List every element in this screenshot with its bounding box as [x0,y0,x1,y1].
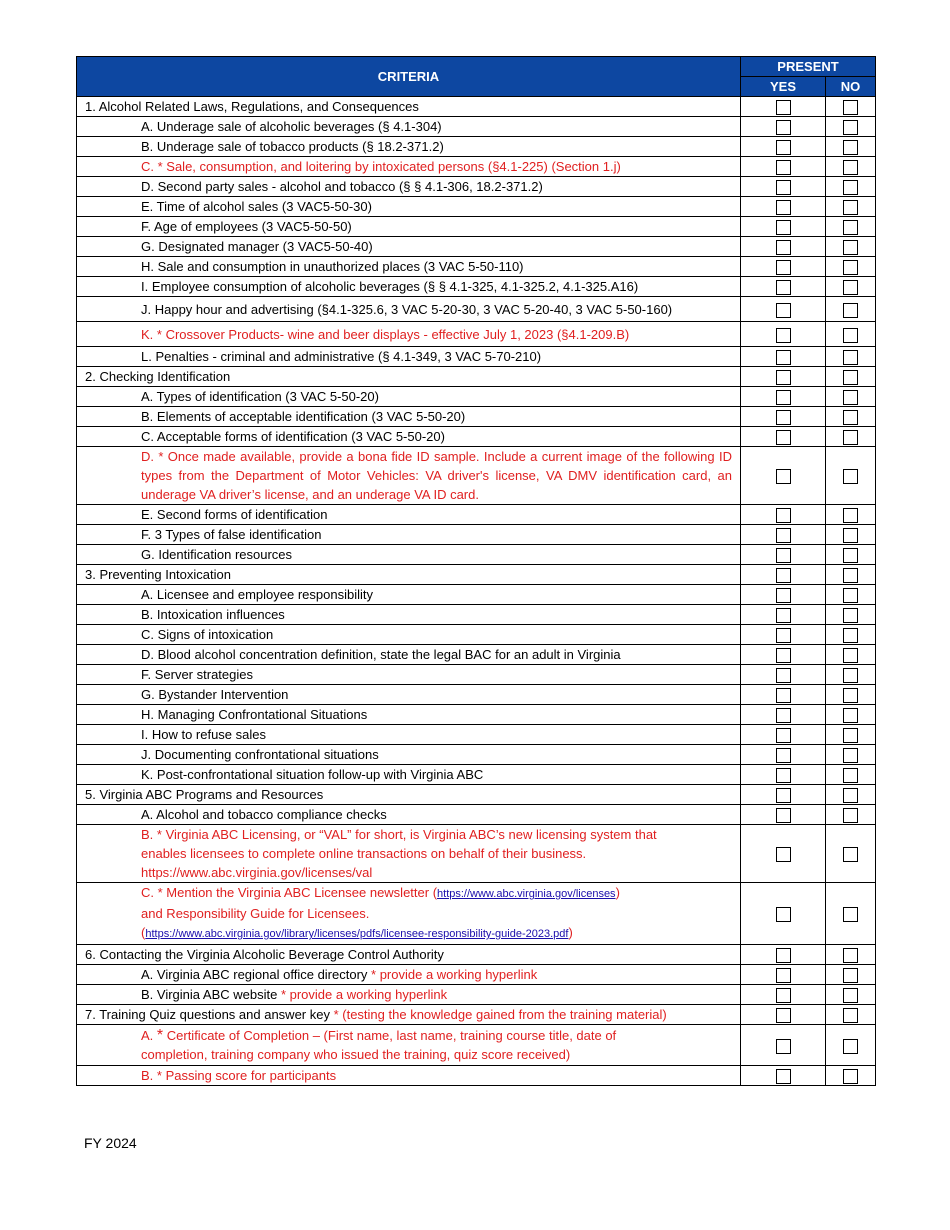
no-cell [826,825,876,883]
yes-checkbox[interactable] [776,469,791,484]
criteria-text: B. Virginia ABC website [141,987,281,1002]
no-cell [826,1025,876,1066]
no-checkbox[interactable] [843,648,858,663]
no-cell [826,217,876,237]
yes-cell [741,297,826,322]
yes-checkbox[interactable] [776,303,791,318]
yes-checkbox[interactable] [776,688,791,703]
criteria-item: E. Time of alcohol sales (3 VAC5-50-30) [77,197,741,217]
no-cell [826,407,876,427]
no-cell [826,625,876,645]
yes-cell [741,1005,826,1025]
no-checkbox[interactable] [843,708,858,723]
criteria-line: https://www.abc.virginia.gov/licenses/val [141,865,373,880]
yes-checkbox[interactable] [776,907,791,922]
no-checkbox[interactable] [843,140,858,155]
no-cell [826,277,876,297]
yes-cell [741,117,826,137]
yes-checkbox[interactable] [776,588,791,603]
criteria-item [77,965,741,985]
yes-cell [741,883,826,945]
asterisk-mark: * [156,1027,164,1044]
table-row [77,725,876,745]
yes-checkbox[interactable] [776,370,791,385]
no-cell [826,177,876,197]
criteria-item: F. Server strategies [77,665,741,685]
yes-cell [741,387,826,407]
no-checkbox[interactable] [843,907,858,922]
yes-checkbox[interactable] [776,140,791,155]
yes-checkbox[interactable] [776,430,791,445]
no-cell [826,605,876,625]
yes-checkbox[interactable] [776,180,791,195]
criteria-item: K. Post-confrontational situation follow-up with Virginia ABC [77,765,741,785]
yes-checkbox[interactable] [776,410,791,425]
no-checkbox[interactable] [843,160,858,175]
no-cell [826,347,876,367]
responsibility-guide-link[interactable]: https://www.abc.virginia.gov/library/licenses/pdfs/licensee-responsibility-guide-2023.pdf [145,928,569,940]
no-checkbox[interactable] [843,588,858,603]
yes-cell [741,745,826,765]
no-checkbox[interactable] [843,350,858,365]
yes-cell [741,347,826,367]
yes-cell [741,137,826,157]
criteria-item: H. Managing Confrontational Situations [77,705,741,725]
yes-checkbox[interactable] [776,1039,791,1054]
yes-cell [741,157,826,177]
no-cell [826,137,876,157]
yes-checkbox[interactable] [776,748,791,763]
table-row [77,447,876,505]
section-heading: 5. Virginia ABC Programs and Resources [77,785,741,805]
table-row [77,157,876,177]
table-row [77,785,876,805]
table-row [77,257,876,277]
yes-cell [741,237,826,257]
criteria-text: A. [141,1028,157,1043]
criteria-note: * provide a working hyperlink [280,987,448,1002]
yes-cell [741,367,826,387]
no-checkbox[interactable] [843,628,858,643]
criteria-line: B. * Virginia ABC Licensing, or “VAL” for short, is Virginia ABC’s new licensing system that [141,827,657,842]
no-checkbox[interactable] [843,788,858,803]
table-row [77,765,876,785]
no-cell [826,297,876,322]
criteria-header: CRITERIA [77,57,741,97]
yes-cell [741,565,826,585]
no-checkbox[interactable] [843,608,858,623]
yes-cell [741,525,826,545]
table-row [77,407,876,427]
yes-checkbox[interactable] [776,708,791,723]
yes-checkbox[interactable] [776,548,791,563]
criteria-item: E. Second forms of identification [77,505,741,525]
yes-checkbox[interactable] [776,528,791,543]
criteria-text: A. Virginia ABC regional office directory [141,967,372,982]
yes-cell [741,625,826,645]
yes-cell [741,825,826,883]
no-cell [826,585,876,605]
yes-cell [741,985,826,1005]
criteria-text: ( [141,925,146,940]
table-row [77,883,876,945]
no-cell [826,883,876,945]
yes-cell [741,645,826,665]
criteria-line [141,923,732,944]
no-cell [826,765,876,785]
section-heading: 3. Preventing Intoxication [77,565,741,585]
no-checkbox[interactable] [843,508,858,523]
yes-checkbox[interactable] [776,847,791,862]
yes-checkbox[interactable] [776,968,791,983]
table-row [77,387,876,407]
table-row [77,565,876,585]
table-row [77,237,876,257]
no-cell [826,985,876,1005]
criteria-item: B. Underage sale of tobacco products (§ 18.2-371.2) [77,137,741,157]
table-row [77,297,876,322]
no-cell [826,1005,876,1025]
no-checkbox[interactable] [843,728,858,743]
no-checkbox[interactable] [843,948,858,963]
no-cell [826,705,876,725]
no-cell [826,745,876,765]
yes-checkbox[interactable] [776,728,791,743]
no-checkbox[interactable] [843,1069,858,1084]
criteria-item: F. Age of employees (3 VAC5-50-50) [77,217,741,237]
yes-cell [741,785,826,805]
yes-checkbox[interactable] [776,160,791,175]
no-checkbox[interactable] [843,668,858,683]
table-row [77,277,876,297]
criteria-text: ) [568,925,573,940]
criteria-item: G. Bystander Intervention [77,685,741,705]
criteria-table [76,56,876,1086]
criteria-item: C. Acceptable forms of identification (3 VAC 5-50-20) [77,427,741,447]
yes-cell [741,407,826,427]
yes-cell [741,447,826,505]
no-cell [826,197,876,217]
criteria-item: F. 3 Types of false identification [77,525,741,545]
table-row [77,1005,876,1025]
no-checkbox[interactable] [843,1008,858,1023]
table-row [77,585,876,605]
table-row [77,177,876,197]
yes-checkbox[interactable] [776,390,791,405]
no-checkbox[interactable] [843,548,858,563]
no-cell [826,805,876,825]
criteria-item: D. Second party sales - alcohol and tobacco (§ § 4.1-306, 18.2-371.2) [77,177,741,197]
criteria-item: D. Blood alcohol concentration definition, state the legal BAC for an adult in Virginia [77,645,741,665]
table-row [77,1066,876,1086]
yes-checkbox[interactable] [776,988,791,1003]
no-checkbox[interactable] [843,568,858,583]
table-row [77,685,876,705]
no-checkbox[interactable] [843,1039,858,1054]
yes-checkbox[interactable] [776,568,791,583]
yes-cell [741,605,826,625]
table-row [77,97,876,117]
yes-checkbox[interactable] [776,628,791,643]
criteria-item [77,1025,741,1066]
criteria-item [77,825,741,883]
table-row [77,965,876,985]
yes-checkbox[interactable] [776,328,791,343]
yes-cell [741,505,826,525]
criteria-line: enables licensees to complete online transactions on behalf of their business. [141,846,587,861]
yes-cell [741,685,826,705]
table-row [77,322,876,347]
table-row [77,1025,876,1066]
no-cell [826,367,876,387]
table-row [77,197,876,217]
criteria-item [77,883,741,945]
yes-checkbox[interactable] [776,200,791,215]
yes-cell [741,545,826,565]
table-row [77,665,876,685]
no-checkbox[interactable] [843,968,858,983]
criteria-item: B. Intoxication influences [77,605,741,625]
section-heading: 2. Checking Identification [77,367,741,387]
criteria-line [141,1026,732,1045]
table-row [77,605,876,625]
yes-cell [741,665,826,685]
criteria-item: B. Elements of acceptable identification (3 VAC 5-50-20) [77,407,741,427]
no-cell [826,322,876,347]
no-cell [826,665,876,685]
table-row [77,525,876,545]
yes-cell [741,277,826,297]
no-cell [826,117,876,137]
table-row [77,645,876,665]
yes-checkbox[interactable] [776,948,791,963]
yes-cell [741,805,826,825]
no-checkbox[interactable] [843,240,858,255]
criteria-item: D. * Once made available, provide a bona fide ID sample. Include a current image of the following ID types from the Department of Motor Vehicles: VA driver's license, VA DMV identification card, an underage VA driver’s license, and an underage VA ID card. [77,447,741,505]
no-checkbox[interactable] [843,430,858,445]
no-checkbox[interactable] [843,100,858,115]
no-cell [826,505,876,525]
table-row [77,217,876,237]
criteria-item: J. Documenting confrontational situations [77,745,741,765]
criteria-item: A. Alcohol and tobacco compliance checks [77,805,741,825]
criteria-text: ) [615,885,620,900]
no-cell [826,237,876,257]
no-cell [826,1066,876,1086]
yes-cell [741,97,826,117]
yes-cell [741,965,826,985]
no-checkbox[interactable] [843,768,858,783]
no-cell [826,157,876,177]
criteria-line [141,883,732,904]
criteria-note: * provide a working hyperlink [371,967,538,982]
yes-cell [741,427,826,447]
yes-checkbox[interactable] [776,100,791,115]
yes-checkbox[interactable] [776,240,791,255]
no-checkbox[interactable] [843,469,858,484]
yes-checkbox[interactable] [776,1069,791,1084]
yes-header: YES [741,77,826,97]
criteria-item: C. Signs of intoxication [77,625,741,645]
yes-checkbox[interactable] [776,668,791,683]
table-row [77,427,876,447]
no-checkbox[interactable] [843,847,858,862]
no-cell [826,427,876,447]
yes-checkbox[interactable] [776,260,791,275]
criteria-item [77,985,741,1005]
criteria-line: and Responsibility Guide for Licensees. [141,906,370,921]
yes-checkbox[interactable] [776,1008,791,1023]
no-cell [826,387,876,407]
no-checkbox[interactable] [843,200,858,215]
no-cell [826,685,876,705]
no-checkbox[interactable] [843,120,858,135]
yes-cell [741,725,826,745]
yes-cell [741,705,826,725]
section-heading: 1. Alcohol Related Laws, Regulations, and Consequences [77,97,741,117]
no-cell [826,257,876,277]
criteria-text: Certificate of Completion – (First name, last name, training course title, date of [163,1028,617,1043]
yes-checkbox[interactable] [776,280,791,295]
criteria-item: B. * Passing score for participants [77,1066,741,1086]
table-row [77,825,876,883]
yes-cell [741,257,826,277]
criteria-item: K. * Crossover Products- wine and beer displays - effective July 1, 2023 (§4.1-209.B) [77,322,741,347]
yes-cell [741,1066,826,1086]
criteria-item: A. Underage sale of alcoholic beverages (§ 4.1-304) [77,117,741,137]
table-row [77,117,876,137]
yes-cell [741,585,826,605]
yes-cell [741,322,826,347]
table-row [77,545,876,565]
no-checkbox[interactable] [843,370,858,385]
no-checkbox[interactable] [843,390,858,405]
criteria-line: completion, training company who issued the training, quiz score received) [141,1047,571,1062]
table-row [77,137,876,157]
yes-checkbox[interactable] [776,608,791,623]
table-row [77,985,876,1005]
yes-cell [741,945,826,965]
yes-cell [741,217,826,237]
criteria-item: I. Employee consumption of alcoholic beverages (§ § 4.1-325, 4.1-325.2, 4.1-325.A16) [77,277,741,297]
no-checkbox[interactable] [843,220,858,235]
yes-checkbox[interactable] [776,808,791,823]
no-checkbox[interactable] [843,808,858,823]
criteria-item: C. * Sale, consumption, and loitering by intoxicated persons (§4.1-225) (Section 1.j) [77,157,741,177]
criteria-text: C. * Mention the Virginia ABC Licensee newsletter ( [141,885,438,900]
no-checkbox[interactable] [843,410,858,425]
yes-checkbox[interactable] [776,768,791,783]
no-cell [826,447,876,505]
footer-fiscal-year: FY 2024 [84,1135,137,1151]
no-checkbox[interactable] [843,688,858,703]
criteria-item: A. Types of identification (3 VAC 5-50-20) [77,387,741,407]
table-row [77,745,876,765]
table-row [77,805,876,825]
no-cell [826,945,876,965]
no-cell [826,785,876,805]
yes-checkbox[interactable] [776,120,791,135]
criteria-item: G. Identification resources [77,545,741,565]
table-row [77,367,876,387]
no-cell [826,545,876,565]
criteria-item: A. Licensee and employee responsibility [77,585,741,605]
table-row [77,347,876,367]
no-cell [826,645,876,665]
section-heading: 6. Contacting the Virginia Alcoholic Beverage Control Authority [77,945,741,965]
table-row [77,505,876,525]
no-cell [826,725,876,745]
table-row [77,625,876,645]
criteria-item: G. Designated manager (3 VAC5-50-40) [77,237,741,257]
table-row [77,945,876,965]
no-cell [826,97,876,117]
yes-cell [741,177,826,197]
criteria-note: * (testing the knowledge gained from the training material) [333,1007,667,1022]
criteria-item: H. Sale and consumption in unauthorized places (3 VAC 5-50-110) [77,257,741,277]
yes-checkbox[interactable] [776,788,791,803]
section-heading [77,1005,741,1025]
no-checkbox[interactable] [843,280,858,295]
no-checkbox[interactable] [843,260,858,275]
no-header: NO [826,77,876,97]
yes-checkbox[interactable] [776,508,791,523]
yes-checkbox[interactable] [776,220,791,235]
no-cell [826,565,876,585]
no-checkbox[interactable] [843,988,858,1003]
criteria-item: J. Happy hour and advertising (§4.1-325.6, 3 VAC 5-20-30, 3 VAC 5-20-40, 3 VAC 5-50-160) [77,297,741,322]
yes-checkbox[interactable] [776,648,791,663]
yes-checkbox[interactable] [776,350,791,365]
criteria-text: 7. Training Quiz questions and answer key [85,1007,334,1022]
no-checkbox[interactable] [843,528,858,543]
no-checkbox[interactable] [843,180,858,195]
no-checkbox[interactable] [843,328,858,343]
present-header: PRESENT [741,57,876,77]
newsletter-link[interactable]: https://www.abc.virginia.gov/licenses [437,888,616,900]
no-cell [826,525,876,545]
yes-cell [741,197,826,217]
criteria-item: I. How to refuse sales [77,725,741,745]
yes-cell [741,765,826,785]
no-checkbox[interactable] [843,748,858,763]
yes-cell [741,1025,826,1066]
no-checkbox[interactable] [843,303,858,318]
table-row [77,705,876,725]
criteria-item: L. Penalties - criminal and administrative (§ 4.1-349, 3 VAC 5-70-210) [77,347,741,367]
no-cell [826,965,876,985]
